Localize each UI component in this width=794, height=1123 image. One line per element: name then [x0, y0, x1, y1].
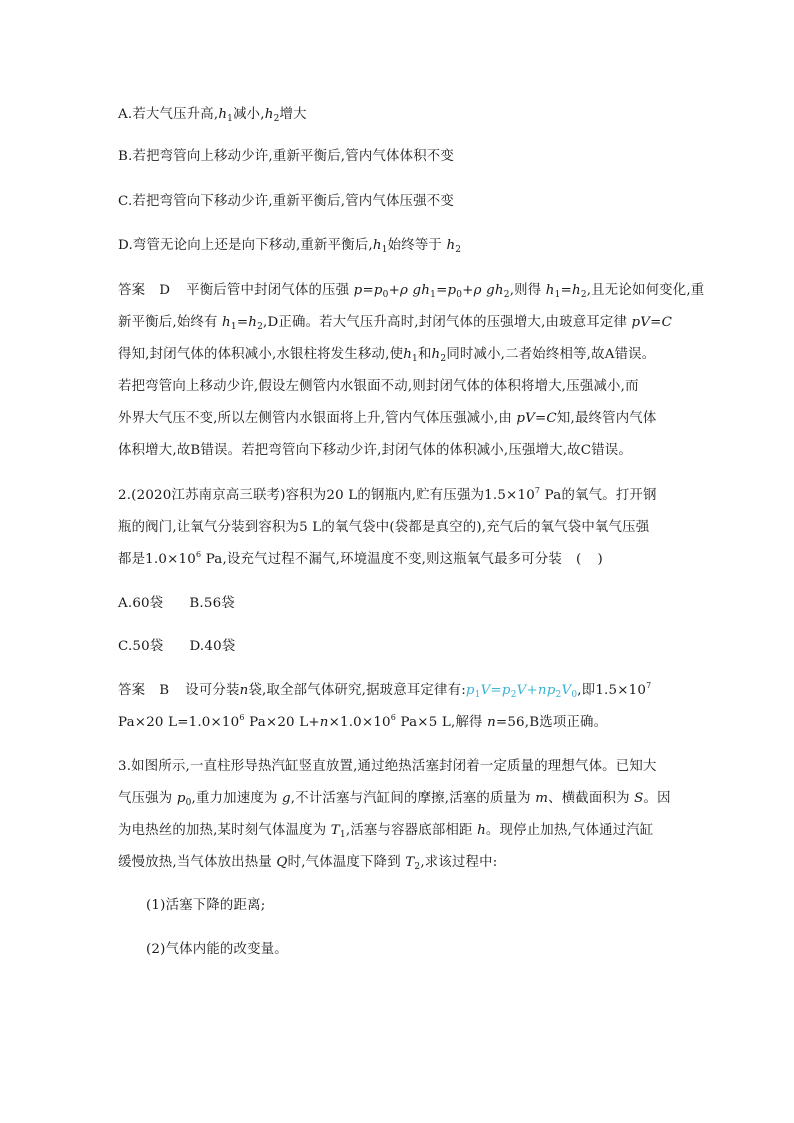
q1-answer-line-3: 得知,封闭气体的体积减小,水银柱将发生移动,使$h_1$和$h_2$同时减小,二者始终相等,故A错误。 — [118, 347, 656, 364]
q1-answer-line-5: 外界大气压不变,所以左侧管内水银面将上升,管内气体压强减小,由 pV=C知,最终管内气体 — [118, 411, 657, 426]
q2-stem-line-1: 2.(2020江苏南京高三联考)容积为20 L的钢瓶内,贮有压强为$1.5\times 10^7$ Pa的氧气。打开钢 — [118, 486, 657, 503]
q1-answer-line-1: 答案 D 平衡后管中封闭气体的压强 $p=p_0+\rho$ $gh_1=p_0+\rho$ $gh_2$,则得 $h_1=h_2$,且无论如何变化,重 — [118, 283, 705, 300]
q3-stem-line-4: 缓慢放热,当气体放出热量 Q时,气体温度下降到 $T_2$,求该过程中: — [118, 855, 498, 872]
q1-option-d: D.弯管无论向上还是向下移动,重新平衡后$,h_1$始终等于 $h_2$ — [118, 238, 462, 255]
q2-options-ab — [118, 594, 235, 614]
q1-option-c: C.若把弯管向下移动少许,重新平衡后,管内气体压强不变 — [118, 194, 454, 209]
highlighted-formula: $p_1V=p_2V+np_2V_0$ — [465, 683, 578, 700]
q2-stem-line-3: 都是$1.0\times 10^6$ Pa,设充气过程不漏气,环境温度不变,则这瓶氧气最多可分装 ( ) — [118, 550, 609, 567]
answer-label: 答案 — [118, 283, 146, 298]
answer-key: D — [159, 283, 171, 298]
q2-answer-line-1: 答案 B 设可分装n袋,取全部气体研究,据玻意耳定律有$:p_1V=p_2V+np_2V_0$,即$1.5\times 10^7$ — [118, 681, 652, 700]
answer-label: 答案 — [118, 683, 146, 698]
q2-option-a: A.60袋 — [118, 596, 164, 611]
answer-blank: ( ) — [576, 552, 609, 567]
q2-option-b: B.56袋 — [189, 596, 235, 611]
q3-subquestion-2: (2)气体内能的改变量。 — [146, 942, 288, 957]
q1-option-b: B.若把弯管向上移动少许,重新平衡后,管内气体体积不变 — [118, 149, 454, 164]
q1-answer-line-4: 若把弯管向上移动少许,假设左侧管内水银面不动,则封闭气体的体积将增大,压强减小,而 — [118, 379, 639, 394]
q1-option-a: A.若大气压升高$,h_1$减小$,h_2$增大 — [118, 107, 307, 124]
q2-options-cd — [118, 637, 235, 657]
answer-key: B — [159, 683, 170, 698]
q3-stem-line-3: 为电热丝的加热,某时刻气体温度为 $T_1$,活塞与容器底部相距 h。现停止加热,气体通过汽缸 — [118, 823, 654, 840]
q3-subquestion-1: (1)活塞下降的距离; — [146, 898, 266, 913]
q2-stem-line-2: 瓶的阀门,让氧气分装到容积为5 L的氧气袋中(袋都是真空的),充气后的氧气袋中氧气压强 — [118, 520, 650, 535]
q2-option-d: D.40袋 — [189, 639, 236, 654]
q2-option-c: C.50袋 — [118, 639, 164, 654]
q1-answer-line-2: 新平衡后,始终有 $h_1=h_2,D$正确。若大气压升高时,封闭气体的压强增大,由玻意耳定律 pV=C — [118, 315, 673, 332]
q1-answer-line-6: 体积增大,故B错误。若把弯管向下移动少许,封闭气体的体积减小,压强增大,故C错误。 — [118, 443, 632, 458]
q3-stem-line-1: 3.如图所示,一直柱形导热汽缸竖直放置,通过绝热活塞封闭着一定质量的理想气体。已知大 — [118, 759, 657, 774]
q2-answer-line-2: Pa×20 $L=1.0\times 10^6$ Pa×20 $L+n\times 1.0\times 10^6$ Pa×5 L,解得 n=56,B选项正确。 — [118, 713, 608, 730]
q3-stem-line-2: 气压强为 $p_0$,重力加速度为 g,不计活塞与汽缸间的摩擦,活塞的质量为 m、横截面积为 S。因 — [118, 791, 671, 808]
